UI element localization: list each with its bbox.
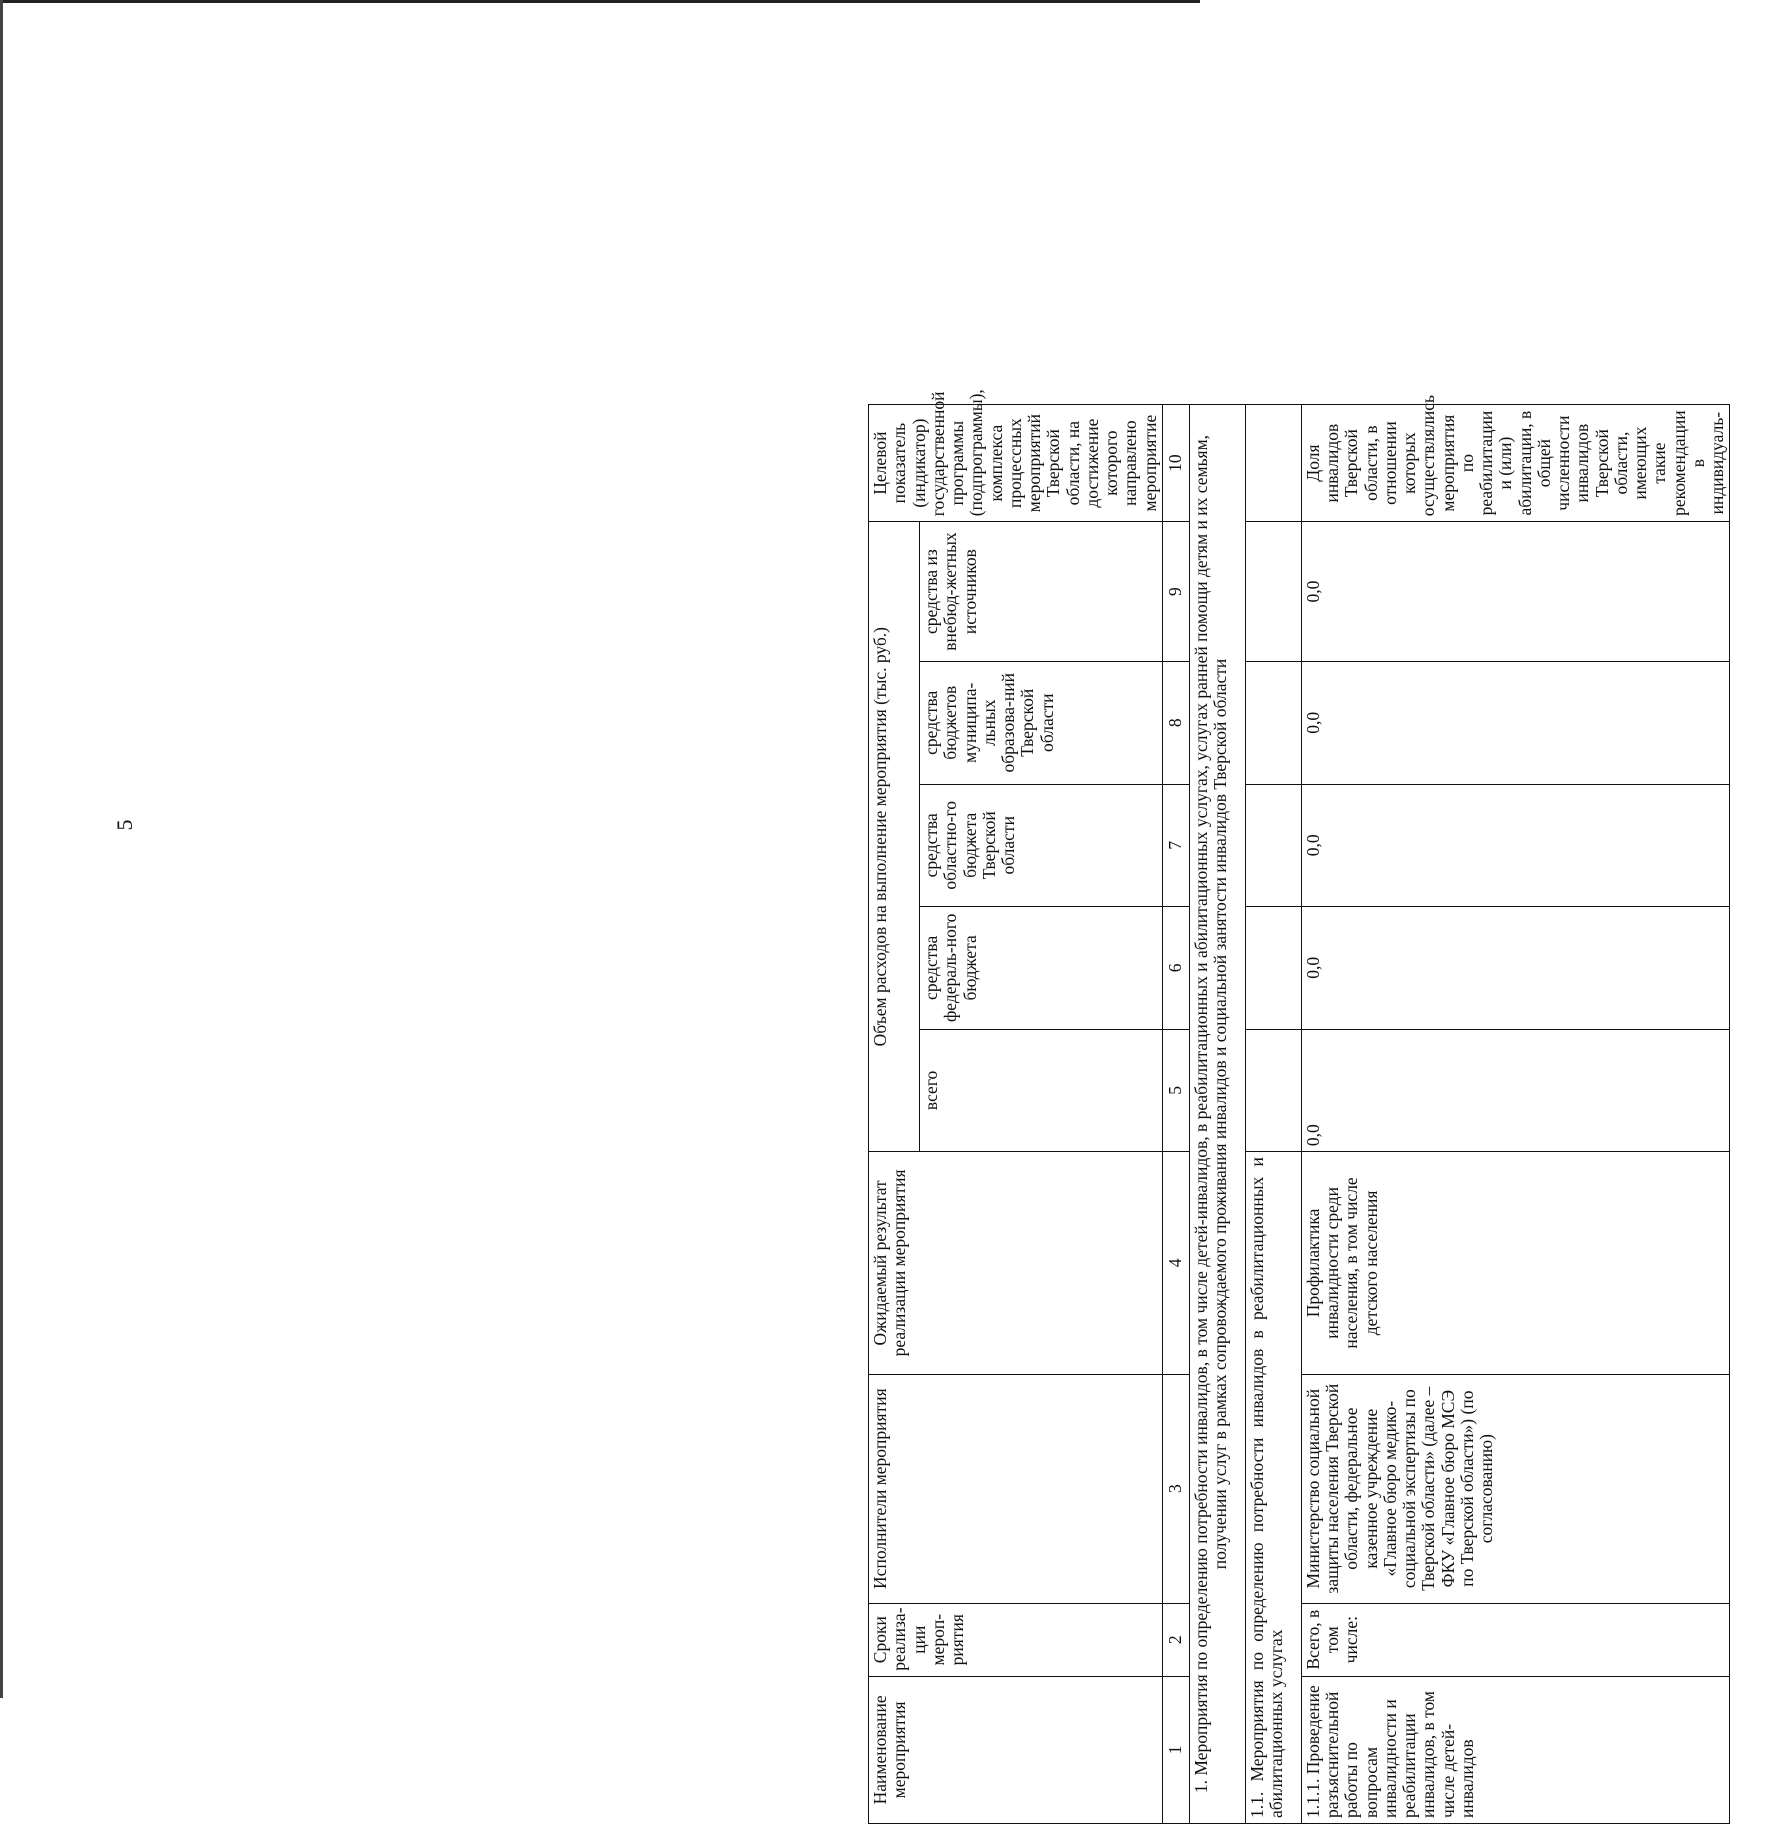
header-extra: средства из внебюд-жетных источников bbox=[920, 522, 1163, 662]
empty-cell bbox=[1245, 522, 1301, 662]
column-number: 3 bbox=[1162, 1374, 1189, 1603]
amount-municipal: 0,0 bbox=[1301, 661, 1730, 784]
empty-cell bbox=[1245, 405, 1301, 522]
activity-result: Профилактика инвалидности среди населения, в том числе детского населения bbox=[1301, 1152, 1730, 1375]
scan-edge-top bbox=[0, 0, 1200, 3]
amount-total: 0,0 bbox=[1301, 1029, 1730, 1152]
empty-cell bbox=[1245, 1029, 1301, 1152]
header-term: Сроки реализа-ции мероп-риятия bbox=[869, 1603, 1163, 1676]
amount-federal: 0,0 bbox=[1301, 907, 1730, 1030]
column-number: 9 bbox=[1162, 522, 1189, 662]
column-number: 5 bbox=[1162, 1029, 1189, 1152]
column-number: 10 bbox=[1162, 405, 1189, 522]
activity-term: Всего, в том числе: bbox=[1301, 1603, 1730, 1676]
header-regional: средства областно-го бюджета Тверской области bbox=[920, 784, 1163, 907]
activities-table bbox=[868, 389, 1730, 1824]
header-indicator: Целевой показатель (индикатор) государственной программы (подпрограммы), комплекса процессных мероприятий Тверской области, на достижение которого направлено мероприятие bbox=[869, 405, 1163, 522]
column-number: 4 bbox=[1162, 1152, 1189, 1375]
section-1-1-heading: 1.1. Мероприятия по определению потребности инвалидов в реабилитационных и абилитационных услугах bbox=[1245, 1152, 1301, 1824]
activity-executor: Министерство социальной защиты населения Тверской области, федеральное казенное учреждение «Главное бюро медико-социальной экспертизы по Тверской области» (далее – ФКУ «Главное бюро МСЭ по Тверской области») (по согласованию) bbox=[1301, 1374, 1730, 1603]
column-number: 7 bbox=[1162, 784, 1189, 907]
column-number: 8 bbox=[1162, 661, 1189, 784]
header-federal: средства федераль-ного бюджета bbox=[920, 907, 1163, 1030]
amount-extra: 0,0 bbox=[1301, 522, 1730, 662]
rotated-page-content bbox=[868, 389, 1788, 1824]
header-total: всего bbox=[920, 1029, 1163, 1152]
page-number: 5 bbox=[112, 819, 137, 831]
section-1-heading: 1. Мероприятия по определению потребности инвалидов, в том числе детей-инвалидов, в реабилитационных и абилитационных услугах, услугах ранней помощи детям и их семьям, получении услуг в рамках сопровождаемого проживания инвалидов и социальной занятости инвалидов Тверской области bbox=[1189, 405, 1245, 1824]
column-number: 2 bbox=[1162, 1603, 1189, 1676]
header-result: Ожидаемый результат реализации мероприятия bbox=[869, 1152, 1163, 1375]
header-municipal: средства бюджетов муниципа-льных образова-ний Тверской области bbox=[920, 661, 1163, 784]
empty-cell bbox=[1245, 661, 1301, 784]
table-row bbox=[1301, 405, 1730, 1824]
scan-edge-left bbox=[0, 0, 3, 1698]
column-number: 6 bbox=[1162, 907, 1189, 1030]
activity-name: 1.1.1. Проведение разъяснительной работы по вопросам инвалидности и реабилитации инвалидов, в том числе детей-инвалидов bbox=[1301, 1676, 1730, 1823]
column-number: 1 bbox=[1162, 1676, 1189, 1823]
empty-cell bbox=[1245, 784, 1301, 907]
empty-cell bbox=[1245, 907, 1301, 1030]
target-indicator: Доля инвалидов Тверской области, в отношении которых осуществлялись мероприятия по реабилитации и (или) абилитации, в общей численности инвалидов Тверской области, имеющих такие рекомендации в индивидуаль- bbox=[1301, 405, 1730, 522]
amount-regional: 0,0 bbox=[1301, 784, 1730, 907]
header-executor: Исполнители мероприятия bbox=[869, 1374, 1163, 1603]
column-numbers-row bbox=[1162, 405, 1189, 1824]
header-name: Наименование мероприятия bbox=[869, 1676, 1163, 1823]
header-expenses-group: Объем расходов на выполнение мероприятия (тыс. руб.) bbox=[869, 522, 920, 1152]
